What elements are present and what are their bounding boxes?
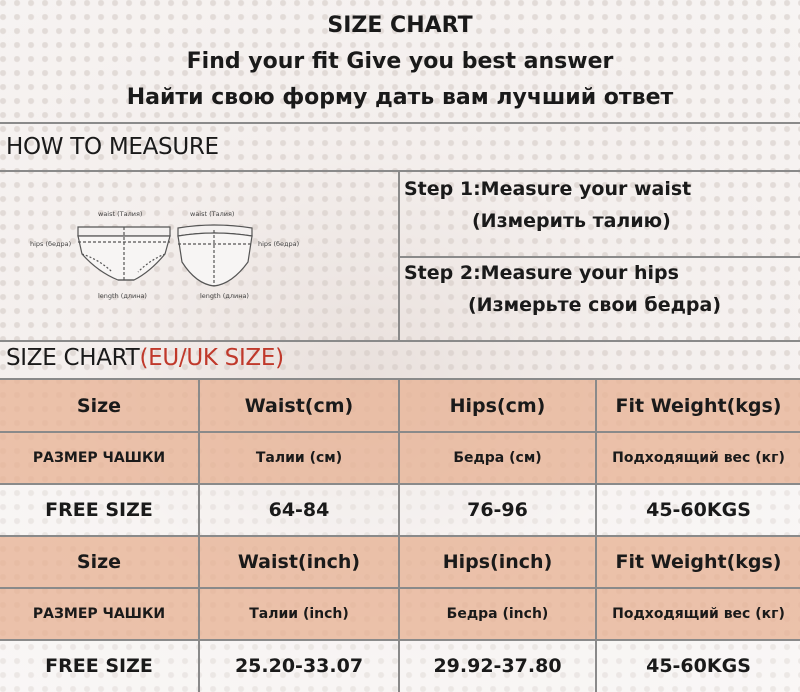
divider (0, 639, 800, 641)
table-row (0, 588, 800, 640)
waist-label: waist (Талия) (190, 210, 235, 218)
table-cell: РАЗМЕР ЧАШКИ (0, 588, 200, 640)
subtitle-en: Find your fit Give you best answer (186, 49, 614, 74)
table-cell: Подходящий вес (кг) (612, 450, 785, 466)
step-1-ru-text: (Измерить талию) (472, 210, 671, 232)
table-row (0, 484, 800, 536)
table-cell: Fit Weight(kgs) (615, 551, 782, 573)
table-row (0, 432, 800, 484)
table-cell: Waist(inch) (200, 536, 400, 588)
waist-label: waist (Талия) (98, 210, 143, 218)
step-2-ru-text: (Измерьте свои бедра) (468, 294, 722, 316)
table-row (0, 640, 800, 692)
table-cell: Hips(cm) (400, 380, 597, 432)
table-cell: 45-60KGS (646, 655, 751, 677)
table-cell: 25.20-33.07 (200, 640, 400, 692)
table-cell: FREE SIZE (0, 484, 200, 536)
table-cell: Подходящий вес (кг) (612, 606, 785, 622)
table-row (0, 380, 800, 432)
divider (0, 340, 800, 342)
table-cell: Waist(cm) (200, 380, 400, 432)
table-row (0, 536, 800, 588)
table-cell: 45-60KGS (646, 499, 751, 521)
divider (0, 483, 800, 485)
table-cell: 64-84 (200, 484, 400, 536)
table-cell: Fit Weight(kgs) (615, 395, 782, 417)
size-table (0, 380, 800, 692)
step-1-text: Step 1:Measure your waist (404, 178, 692, 200)
how-to-measure-title: HOW TO MEASURE (6, 134, 219, 160)
table-cell: Бедра (см) (400, 432, 597, 484)
length-label: length (длина) (98, 292, 147, 300)
table-cell: Бедра (inch) (400, 588, 597, 640)
table-cell: Талии (см) (200, 432, 400, 484)
hips-label: hips (бедра) (258, 240, 300, 248)
size-chart-title-note: (EU/UK SIZE) (139, 345, 284, 371)
table-cell: РАЗМЕР ЧАШКИ (0, 432, 200, 484)
length-label: length (длина) (200, 292, 249, 300)
table-cell: 76-96 (400, 484, 597, 536)
step-2-text: Step 2:Measure your hips (404, 262, 679, 284)
table-cell: 29.92-37.80 (400, 640, 597, 692)
size-chart-title (6, 345, 284, 371)
header (0, 0, 800, 122)
divider (0, 122, 800, 124)
hips-label: hips (бедра) (30, 240, 72, 248)
divider (0, 535, 800, 537)
table-cell: Hips(inch) (400, 536, 597, 588)
brief-front-illustration (78, 227, 170, 280)
table-cell: Size (0, 536, 200, 588)
brief-back-illustration (178, 225, 252, 286)
size-chart-title-main: SIZE CHART (6, 345, 140, 371)
page-title: SIZE CHART (327, 13, 473, 38)
divider (0, 431, 800, 433)
table-cell: Size (0, 380, 200, 432)
divider (398, 256, 800, 258)
measurement-diagram (0, 172, 398, 340)
table-cell: Талии (inch) (200, 588, 400, 640)
table-cell: FREE SIZE (0, 640, 200, 692)
subtitle-ru: Найти свою форму дать вам лучший ответ (126, 85, 674, 110)
divider (0, 587, 800, 589)
